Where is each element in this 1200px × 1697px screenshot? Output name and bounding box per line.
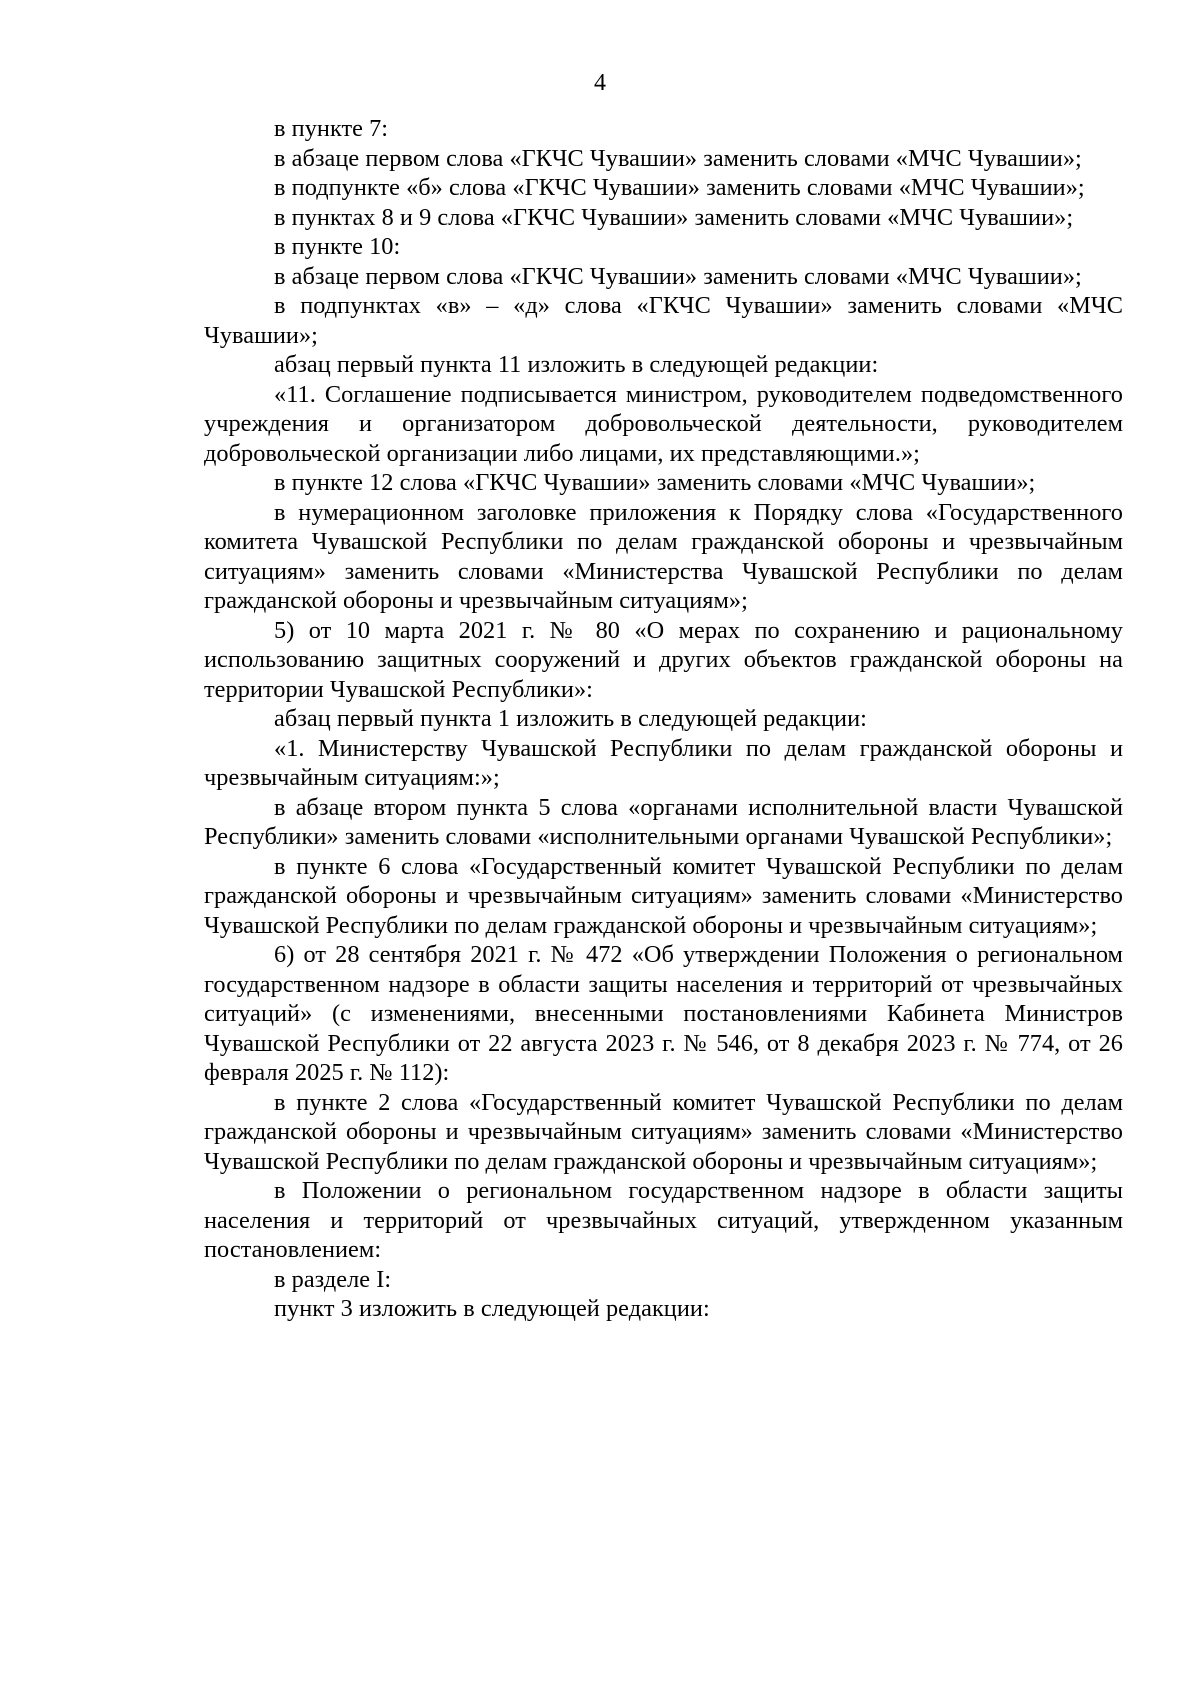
paragraph: в пункте 6 слова «Государственный комитет Чувашской Республики по делам гражданской обороны и чрезвычайным ситуациям» заменить словами «Министерство Чувашской Республики по делам гражданской обороны и чрезвычайным ситуациям»; bbox=[204, 852, 1123, 939]
paragraph: в абзаце первом слова «ГКЧС Чувашии» заменить словами «МЧС Чувашии»; bbox=[274, 262, 1082, 290]
paragraph: «11. Соглашение подписывается министром, руководителем подведомственного учреждения и организатором добровольческой деятельности, руководителем добровольческой организации либо лицами, их представляющими.»; bbox=[204, 380, 1123, 467]
paragraph: в подпункте «б» слова «ГКЧС Чувашии» заменить словами «МЧС Чувашии»; bbox=[274, 174, 1085, 201]
paragraph: в подпунктах «в» – «д» слова «ГКЧС Чувашии» заменить словами «МЧС Чувашии»; bbox=[204, 292, 1123, 349]
paragraph: пункт 3 изложить в следующей редакции: bbox=[274, 1295, 710, 1322]
paragraph: в пункте 2 слова «Государственный комитет Чувашской Республики по делам гражданской обороны и чрезвычайным ситуациям» заменить словами «Министерство Чувашской Республики по делам гражданской обороны и чрезвычайным ситуациям»; bbox=[204, 1088, 1123, 1175]
document-body bbox=[204, 114, 1123, 1324]
paragraph: в пункте 12 слова «ГКЧС Чувашии» заменить словами «МЧС Чувашии»; bbox=[274, 469, 1036, 496]
paragraph: в пункте 10: bbox=[274, 233, 401, 260]
paragraph: в Положении о региональном государственном надзоре в области защиты населения и территорий от чрезвычайных ситуаций, утвержденном указанным постановлением: bbox=[204, 1177, 1123, 1263]
paragraph: абзац первый пункта 11 изложить в следующей редакции: bbox=[274, 351, 879, 378]
paragraph: в нумерационном заголовке приложения к Порядку слова «Государственного комитета Чувашской Республики по делам гражданской обороны и чрезвычайным ситуациям» заменить словами «Министерства Чувашской Республики по делам гражданской обороны и чрезвычайным ситуациям»; bbox=[204, 498, 1123, 614]
paragraph: 6) от 28 сентября 2021 г. № 472 «Об утверждении Положения о региональном государственном надзоре в области защиты населения и территорий от чрезвычайных ситуаций» (с изменениями, внесенными постановлениями Кабинета Министров Чувашской Республики от 22 августа 2023 г. № 546, от 8 декабря 2023 г. № 774, от 26 февраля 2025 г. № 112): bbox=[204, 941, 1123, 1086]
paragraph: 5) от 10 марта 2021 г. № 80 «О мерах по сохранению и рациональному использованию защитных сооружений и других объектов гражданской обороны на территории Чувашской Республики»: bbox=[204, 616, 1123, 703]
paragraph: в абзаце втором пункта 5 слова «органами исполнительной власти Чувашской Республики» заменить словами «исполнительными органами Чувашской Республики»; bbox=[204, 793, 1123, 850]
paragraph: в абзаце первом слова «ГКЧС Чувашии» заменить словами «МЧС Чувашии»; bbox=[274, 144, 1082, 172]
paragraph: в разделе I: bbox=[274, 1265, 392, 1293]
paragraph: абзац первый пункта 1 изложить в следующей редакции: bbox=[274, 705, 867, 732]
page-number: 4 bbox=[594, 70, 606, 96]
paragraph: в пункте 7: bbox=[274, 115, 389, 142]
paragraph: «1. Министерству Чувашской Республики по делам гражданской обороны и чрезвычайным ситуациям:»; bbox=[204, 734, 1123, 791]
paragraph: в пунктах 8 и 9 слова «ГКЧС Чувашии» заменить словами «МЧС Чувашии»; bbox=[274, 203, 1074, 231]
